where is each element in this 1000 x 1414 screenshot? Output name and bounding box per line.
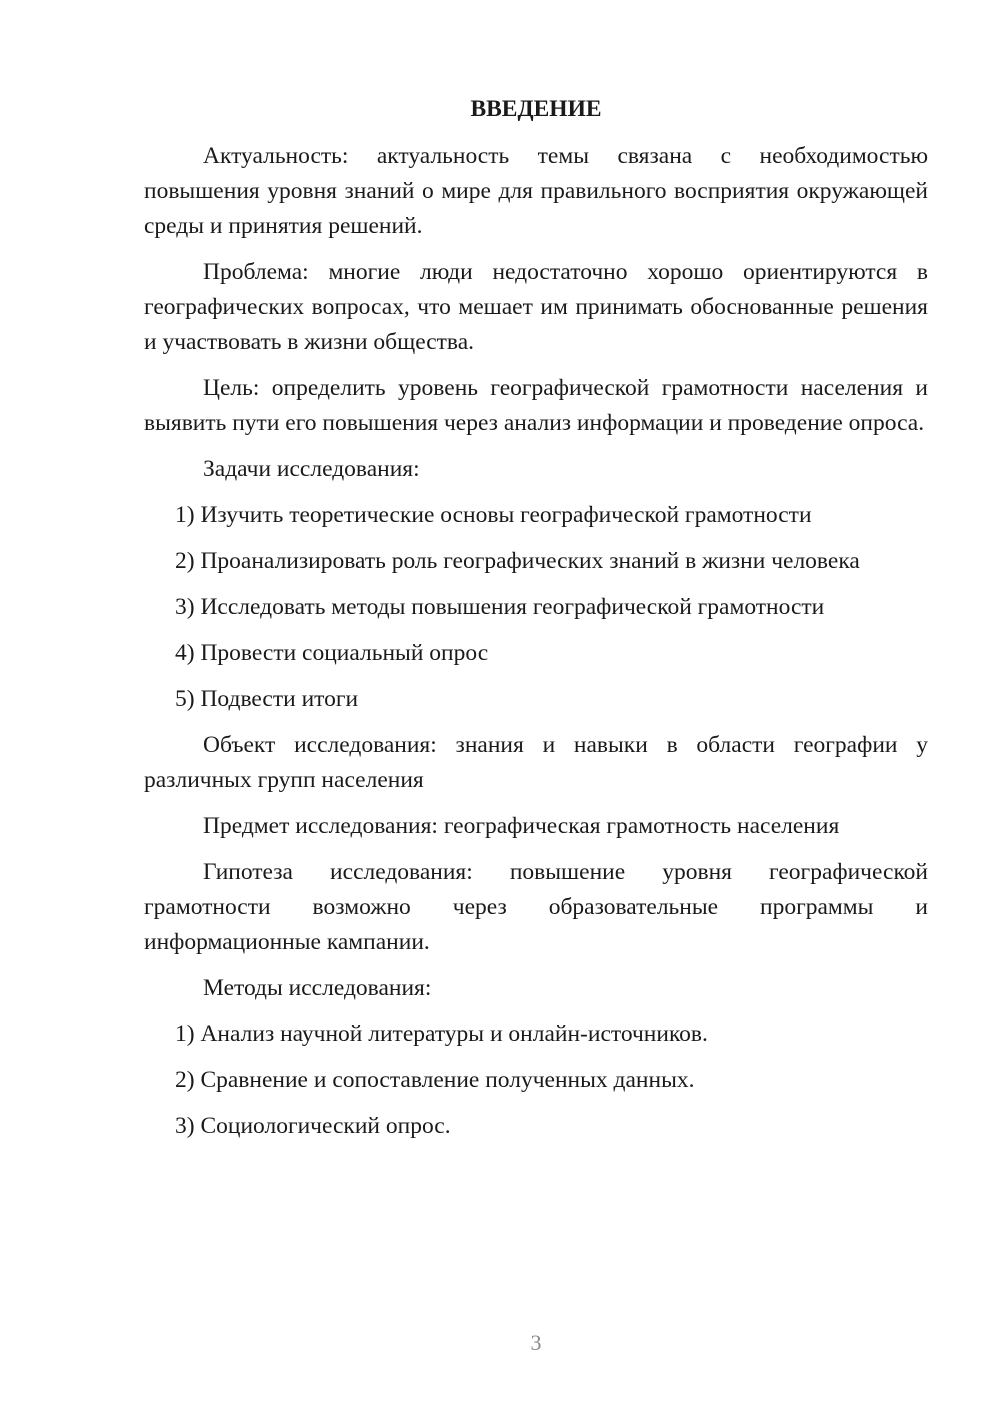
relevance-paragraph: Актуальность: актуальность темы связана с необходимостью повышения уровня знаний о мире для правильного восприятия окружающей среды и принятия решений. — [144, 143, 928, 239]
problem-paragraph: Проблема: многие люди недостаточно хорошо ориентируются в географических вопросах, что мешает им принимать обоснованные решения и участвовать в жизни общества. — [144, 259, 928, 355]
task-item: 3) Исследовать методы повышения географической грамотности — [175, 594, 825, 620]
page-number: 3 — [530, 1330, 542, 1355]
task-item: 5) Подвести итоги — [175, 686, 359, 712]
task-item: 4) Провести социальный опрос — [175, 640, 489, 666]
task-item: 1) Изучить теоретические основы географической грамотности — [175, 502, 812, 528]
object-paragraph: Объект исследования: знания и навыки в области географии у различных групп населения — [144, 732, 928, 793]
subject-paragraph: Предмет исследования: географическая грамотность населения — [203, 813, 840, 839]
methods-heading: Методы исследования: — [203, 975, 432, 1001]
method-item: 3) Социологический опрос. — [175, 1113, 451, 1139]
hypothesis-paragraph: Гипотеза исследования: повышение уровня географической грамотности возможно через образовательные программы и информационные кампании. — [144, 859, 928, 955]
section-title: ВВЕДЕНИЕ — [470, 96, 602, 122]
goal-paragraph: Цель: определить уровень географической грамотности населения и выявить пути его повышения через анализ информации и проведение опроса. — [144, 375, 928, 436]
method-item: 1) Анализ научной литературы и онлайн-источников. — [175, 1021, 708, 1047]
tasks-heading: Задачи исследования: — [203, 456, 420, 482]
page-content — [144, 92, 928, 1155]
task-item: 2) Проанализировать роль географических знаний в жизни человека — [175, 548, 860, 574]
method-item: 2) Сравнение и сопоставление полученных данных. — [175, 1067, 695, 1093]
